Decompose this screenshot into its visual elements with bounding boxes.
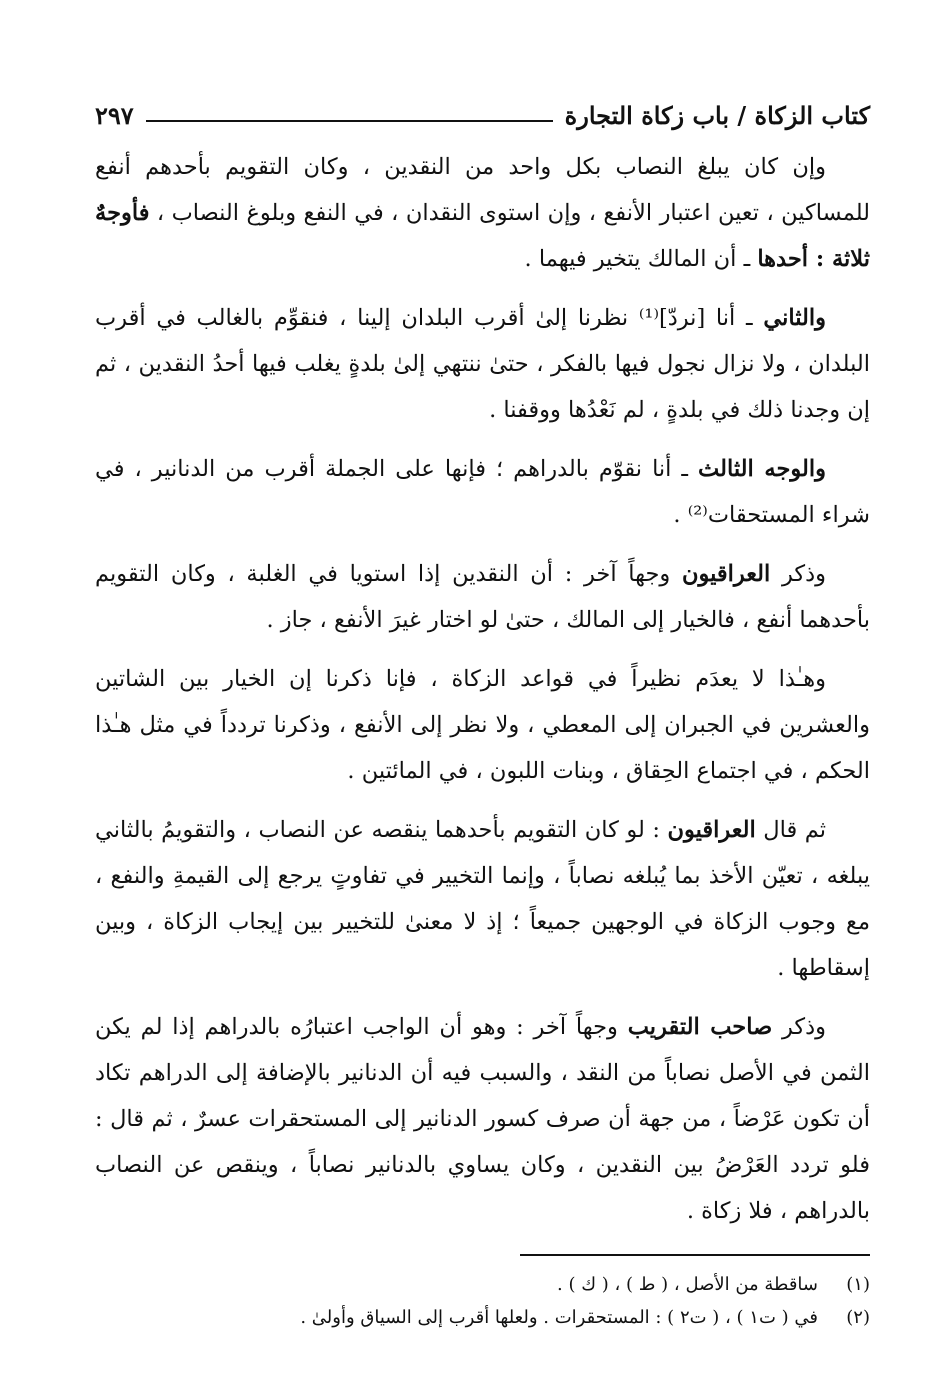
paragraph-text: ـ أنا نقوّم بالدراهم ؛ فإنها على الجملة أقرب من الدنانير ، في شراء المستحقات⁽²⁾ . (95, 456, 870, 528)
paragraph-4 (95, 551, 870, 643)
footnote-1 (95, 1268, 870, 1301)
paragraph-6 (95, 807, 870, 991)
header-rule (146, 120, 553, 122)
footnote-text: في ( ت١ ) ، ( ت٢ ) : المستحقرات . ولعلها أقرب إلى السياق وأولىٰ . (300, 1307, 818, 1328)
paragraph-text: ـ أنا [نردّ]⁽¹⁾ نظرنا إلىٰ أقرب البلدان إلينا ، فنقوِّم بالغالب في أقرب البلدان ، ولا نزال نجول فيها بالفكر ، حتىٰ ننتهي إلىٰ بلدةٍ يغلب فيها أحدُ النقدين ، ثم إن وجدنا ذلك في بلدةٍ ، لم نَعْدُها ووقفنا . (95, 305, 870, 423)
paragraph-3 (95, 446, 870, 538)
paragraph-text: وهـٰذا لا يعدَم نظيراً في قواعد الزكاة ، فإنا ذكرنا إن الخيار بين الشاتين والعشرين في الجبران إلى المعطي ، ولا نظر إلى الأنفع ، وذكرنا تردداً في مثل هـٰذا الحكم ، في اجتماع الحِقاق ، وبنات اللبون ، في المائتين . (95, 666, 870, 784)
paragraph-bold: فأوجهٌ ثلاثة : أحدها (95, 200, 870, 272)
paragraph-text: وذكر (770, 561, 826, 587)
paragraph-bold: العراقيون (681, 561, 771, 587)
paragraph-lead: والثاني (763, 305, 826, 331)
paragraph-text: وذكر (772, 1014, 826, 1040)
paragraph-tail: : لو كان التقويم بأحدهما ينقصه عن النصاب ، والتقويمُ بالثاني يبلغه ، تعيّن الأخذ بما يُبلغه نصاباً ، وإنما التخيير في تفاوتٍ يرجع إلى القيمةِ والنفع ، مع وجوب الزكاة في الوجهين جميعاً ؛ إذ لا معنىٰ للتخيير بين إيجاب الزكاة ، وبين إسقاطها . (95, 817, 870, 981)
paragraph-7 (95, 1004, 870, 1234)
paragraph-tail: وجهاً آخر : أن النقدين إذا استويا في الغلبة ، وكان التقويم بأحدهما أنفع ، فالخيار إلى المالك ، حتىٰ لو اختار غيرَ الأنفع ، جاز . (95, 561, 870, 633)
paragraph-lead: والوجه الثالث (698, 456, 826, 482)
footnote-number: (٢) (846, 1307, 870, 1328)
body-text (95, 144, 870, 1234)
paragraph-1 (95, 144, 870, 282)
footnotes (95, 1268, 870, 1334)
paragraph-text: وإن كان يبلغ النصاب بكل واحد من النقدين ، وكان التقويم بأحدهم أنفع للمساكين ، تعين اعتبار الأنفع ، وإن استوى النقدان ، في النفع وبلوغ النصاب ، (95, 154, 870, 226)
paragraph-tail: وجهاً آخر : وهو أن الواجب اعتبارُه بالدراهم إذا لم يكن الثمن في الأصل نصاباً من النقد ، والسبب فيه أن الدنانير بالإضافة إلى الدراهم تكاد أن تكون عَرْضاً ، من جهة أن صرف كسور الدنانير إلى المستحقرات عسرٌ ، ثم قال : فلو تردد العَرْضُ بين النقدين ، وكان يساوي بالدنانير نصاباً ، وينقص عن النصاب بالدراهم ، فلا زكاة . (95, 1014, 870, 1224)
paragraph-tail: ـ أن المالك يتخير فيهما . (524, 246, 758, 272)
paragraph-bold: صاحب التقريب (627, 1014, 773, 1040)
header-title: كتاب الزكاة / باب زكاة التجارة (564, 101, 870, 130)
footnote-2 (95, 1301, 870, 1334)
paragraph-5 (95, 656, 870, 794)
paragraph-2 (95, 295, 870, 433)
paragraph-text: ثم قال (755, 817, 827, 843)
page-number: ٢٩٧ (95, 101, 134, 130)
paragraph-bold: العراقيون (667, 817, 756, 843)
footnote-text: ساقطة من الأصل ، ( ط ) ، ( ك ) . (557, 1274, 818, 1295)
running-header (95, 86, 870, 130)
footnote-number: (١) (846, 1274, 870, 1295)
footnote-separator (520, 1254, 870, 1256)
